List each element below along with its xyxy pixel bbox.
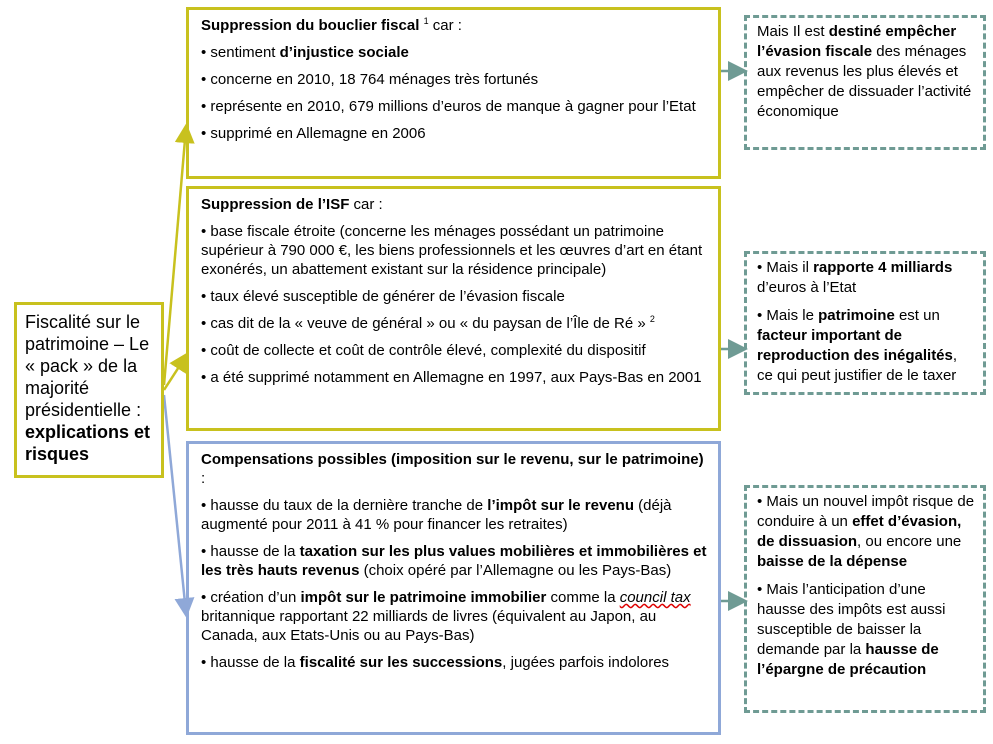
isf-item: • a été supprimé notamment en Allemagne en 1997, aux Pays-Bas en 2001 (201, 369, 702, 386)
bouclier-item: • sentiment d’injustice sociale (201, 44, 409, 61)
arrow-to-bouclier (164, 128, 186, 385)
risk-box-compensations (744, 485, 986, 713)
compensations-item: • hausse de la taxation sur les plus values mobilières et immobilières et les très hauts revenus (choix opéré par l’Allemagne ou les Pays-Bas) (201, 543, 707, 579)
root-topic-box (14, 302, 164, 478)
compensations-title: Compensations possibles (imposition sur le revenu, sur le patrimoine) : (201, 451, 704, 487)
isf-title: Suppression de l’ISF car : (201, 196, 383, 213)
bouclier-title: Suppression du bouclier fiscal $^1$ car : (201, 16, 462, 34)
risk-item: • Mais il rapporte 4 milliards d’euros à l’Etat (757, 259, 953, 296)
root-topic-text: Fiscalité sur le patrimoine – Le « pack » de la majorité présidentielle : (25, 312, 150, 420)
compensations-box (186, 441, 721, 735)
risk-item: • Mais l’anticipation d’une hausse des impôts est aussi susceptible de baisser la demande par la hausse de l’épargne de précaution (757, 581, 946, 678)
isf-item: • taux élevé susceptible de générer de l’évasion fiscale (201, 288, 565, 305)
bouclier-box (186, 7, 721, 179)
risk-item: • Mais le patrimoine est un facteur important de reproduction des inégalités, ce qui peut justifier de le taxer (757, 307, 958, 384)
compensations-item: • hausse du taux de la dernière tranche de l’impôt sur le revenu (déjà augmenté pour 2011 à 41 % pour financer les retraites) (201, 497, 672, 533)
bouclier-item: • concerne en 2010, 18 764 ménages très fortunés (201, 71, 539, 88)
compensations-item: • hausse de la fiscalité sur les successions, jugées parfois indolores (201, 654, 670, 671)
risk-box-bouclier: Mais Il est destiné empêcher l’évasion fiscale des ménages aux revenus les plus élevés et empêcher de dissuader l’activité économique (744, 15, 986, 150)
isf-item: • cas dit de la « veuve de général » ou « du paysan de l’Île de Ré » $^2$ (201, 314, 655, 332)
bouclier-item: • représente en 2010, 679 millions d’euros de manque à gagner pour l’Etat (201, 98, 696, 115)
risk-box-isf (744, 251, 986, 395)
compensations-item: • création d’un impôt sur le patrimoine immobilier comme la council tax britannique rapportant 22 milliards de livres (équivalent au Japon, au Canada, aux Etats-Unis ou au Pays-Bas) (201, 589, 691, 644)
risk-item: • Mais un nouvel impôt risque de conduire à un effet d’évasion, de dissuasion, ou encore une baisse de la dépense (757, 493, 975, 570)
isf-item: • coût de collecte et coût de contrôle élevé, complexité du dispositif (201, 342, 646, 359)
isf-box (186, 186, 721, 431)
arrow-to-isf (164, 356, 186, 390)
bouclier-item: • supprimé en Allemagne en 2006 (201, 125, 426, 142)
arrow-to-comp (164, 395, 186, 613)
root-topic-bold: explications et risques (25, 422, 151, 464)
isf-item: • base fiscale étroite (concerne les ménages possédant un patrimoine supérieur à 790 000 €, les biens professionnels et les œuvres d’art en étant exonérés, un abattement existant sur la résidence principale) (201, 223, 703, 278)
